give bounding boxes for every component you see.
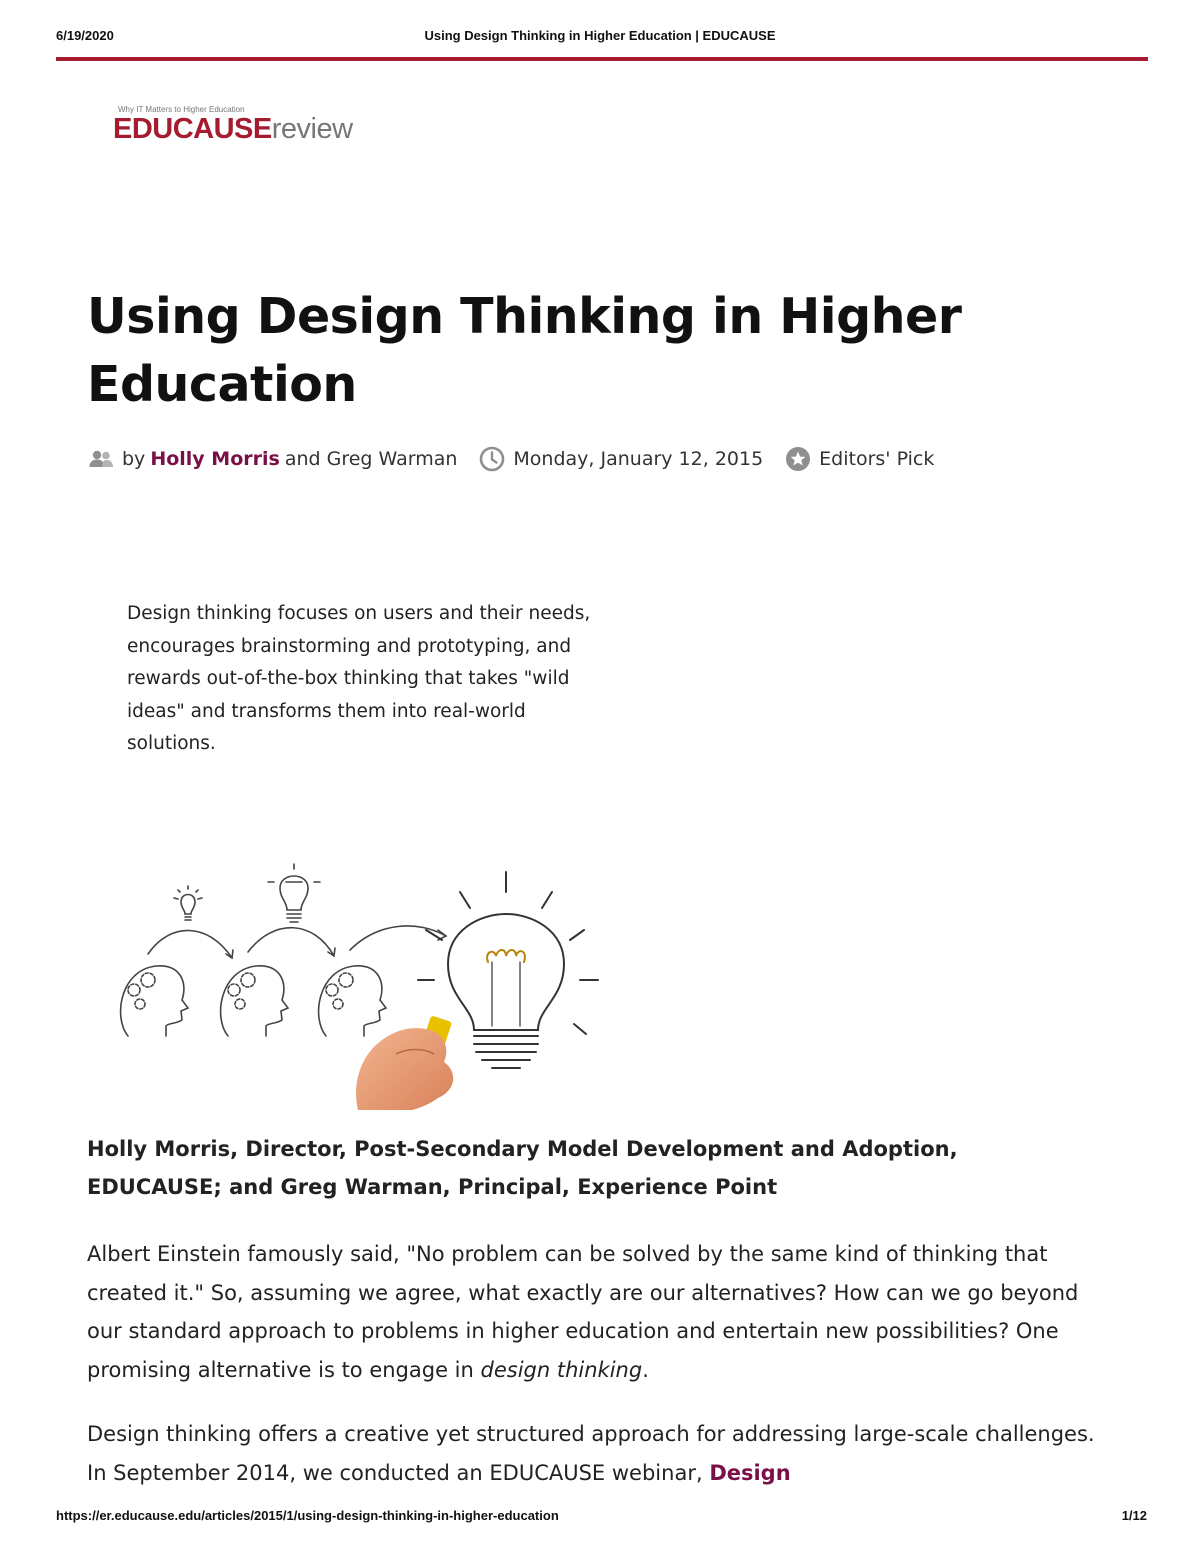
author-byline: Holly Morris, Director, Post-Secondary Model Development and Adoption, EDUCAUSE; and Greg Warman, Principal, Experience Point	[87, 1137, 958, 1199]
print-url: https://er.educause.edu/articles/2015/1/using-design-thinking-in-higher-education	[56, 1508, 559, 1523]
print-page-title: Using Design Thinking in Higher Education | EDUCAUSE	[424, 28, 776, 43]
article-title: Using Design Thinking in Higher Education	[87, 288, 962, 413]
star-badge-icon	[785, 446, 811, 472]
header-divider	[56, 57, 1148, 61]
webinar-link[interactable]: Design	[709, 1460, 791, 1485]
article-paragraph-2: Design thinking offers a creative yet structured approach for addressing large-scale challenges. In September 2014, we conducted an EDUCAUSE webinar, Design	[87, 1422, 1095, 1485]
print-footer	[0, 1508, 1200, 1528]
print-page-number: 1/12	[1121, 1508, 1147, 1523]
emphasis-design-thinking: design thinking	[480, 1357, 643, 1382]
design-thinking-illustration	[108, 858, 618, 1110]
logo-tagline: Why IT Matters to Higher Education	[118, 105, 245, 114]
article-tag[interactable]: Editors' Pick	[819, 448, 935, 470]
authors-icon	[88, 446, 114, 472]
article-paragraph-1: Albert Einstein famously said, "No problem can be solved by the same kind of thinking that created it." So, assuming we agree, what exactly are our alternatives? How can we go beyond our standard approach to problems in higher education and entertain new possibilities? One promising alternative is to engage in design thinking.	[87, 1242, 1079, 1382]
logo-brand: EDUCAUSE	[113, 113, 272, 145]
print-header	[0, 28, 1200, 48]
clock-icon	[479, 446, 505, 472]
meta-coauthor: and Greg Warman	[284, 448, 458, 470]
print-date: 6/19/2020	[56, 28, 114, 43]
article-date: Monday, January 12, 2015	[513, 448, 764, 470]
logo-wordmark	[113, 112, 353, 146]
educause-review-logo[interactable]	[113, 105, 373, 150]
meta-by: by	[122, 448, 146, 470]
logo-brand-suffix: review	[271, 113, 353, 145]
article-meta	[88, 443, 934, 475]
author-link-holly-morris[interactable]: Holly Morris	[150, 448, 280, 470]
article-summary: Design thinking focuses on users and their needs, encourages brainstorming and prototyping, and rewards out-of-the-box thinking that takes "wild ideas" and transforms them into real-world solutions.	[127, 603, 591, 754]
